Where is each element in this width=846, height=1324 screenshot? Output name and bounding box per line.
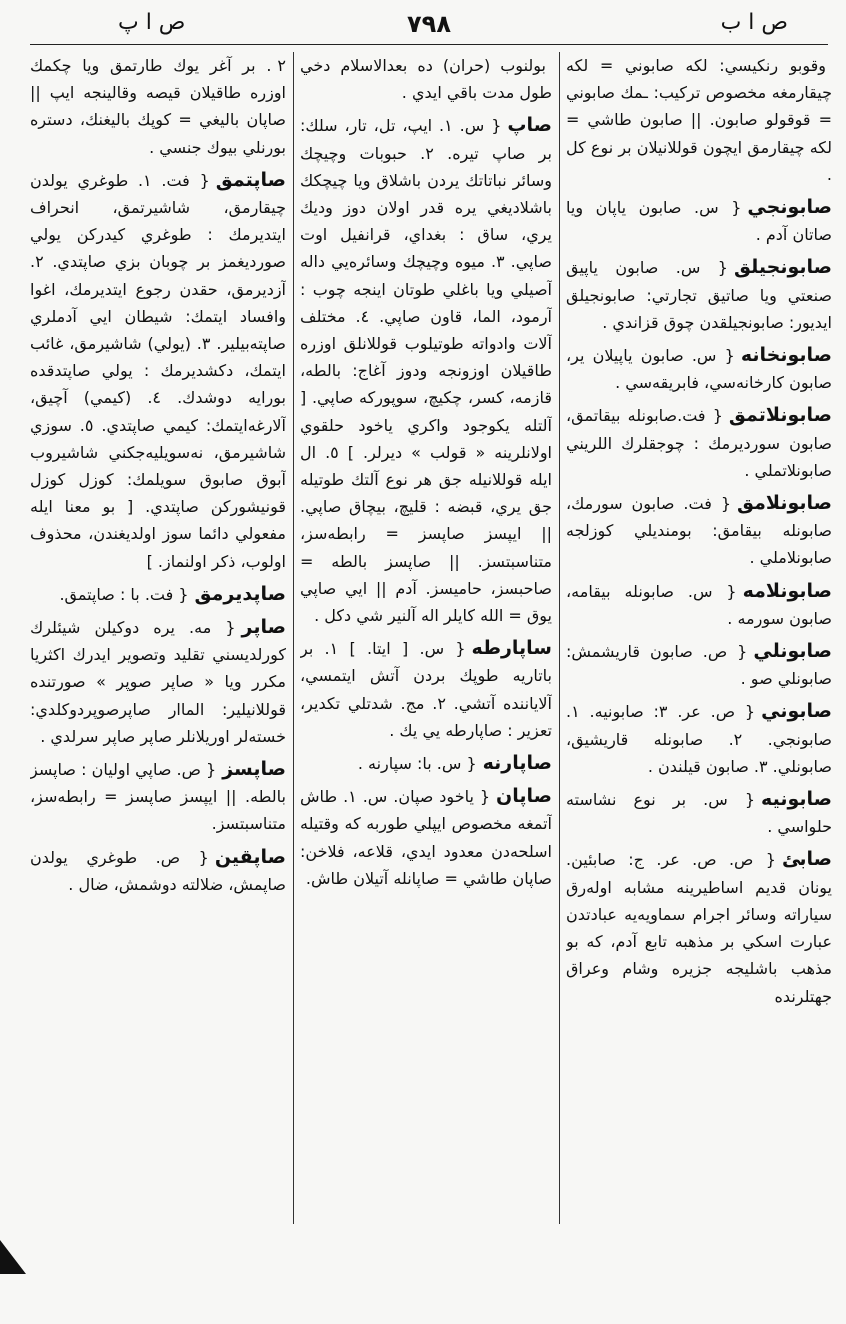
dictionary-entry	[566, 194, 832, 248]
entry-headword: صاپديرمق	[194, 582, 286, 605]
dictionary-entry	[566, 342, 832, 396]
entry-definition: { س. صابون ياپان ويا صاتان آدم .	[566, 198, 832, 245]
entry-definition: { فت. با : صاپتمق.	[59, 584, 189, 604]
dictionary-entry	[566, 786, 832, 840]
dictionary-entry	[300, 112, 552, 629]
entry-headword: صابونلاتمق	[728, 404, 832, 427]
header-left-guide: ص ا پ	[118, 10, 186, 35]
entry-definition: { ص. ص. عر. ج: صابئين. يونان قديم اساطيرينه مشابه اولەرق سياراته وسائر اجرام سماويه‌يه عبادتدن عبارت اسكي بر مذهبه تابع آدم، كه بو مذهب باشليجه جزيره وشام وعراق جهتلرنده	[566, 850, 832, 1006]
column-divider-right	[559, 52, 560, 1224]
entry-headword: صابونخانه	[740, 344, 832, 367]
dictionary-column-right	[566, 52, 832, 1224]
entry-definition: بولنوب (حران) ده بعدالاسلام دخي طول مدت باقي ايدي .	[300, 56, 552, 103]
dictionary-entry	[300, 52, 552, 106]
dictionary-entry	[30, 167, 286, 575]
dictionary-entry	[566, 254, 832, 336]
entry-definition: { ص. طوغري يولدن صاپمش، ضلالته دوشمش، ضال .	[30, 847, 286, 894]
page-header	[30, 6, 828, 45]
dictionary-column-middle	[300, 52, 552, 1224]
entry-definition: { ص. صابون قاريشمش: صابونلي صو .	[566, 642, 832, 689]
entry-headword: صابونلي	[753, 640, 832, 663]
entry-headword: صابونلامه	[742, 579, 832, 602]
entry-definition: { س. صابون ياپيق صنعتي ويا صاتيق تجارتي: صابونجيلق ايديور: صابونجيلقدن چوق قزاندي .	[566, 258, 832, 332]
entry-definition: { س. ١. ايپ، تل، تار، سلك: بر صاپ تيره. ٢. حبوبات وچيچك وسائر نباتاتك يردن باشلاق ويا چيچكك باشلاديغي يره قدر اولان دوز وديك يري، ساق : بغداي، قرانفيل اوت صاپي. ٣. ميوه وچيچك وسائرەيي دالە آصيلي ويا باغلي طوتان اينجه چوب : آرمود، الما، قاون صاپي. ٤. مختلف آلات وادواته طوتيلوب قوللانلق اوزره طاقيلان اوزونجه ودوز آغاج: بالطه، قازمه، كسر، چكيچ، سوپوركه صاپي. [ آلتله يكوجود واكري ياخود حلقوي اولانلرينه « قولب » ديرلر. ] ٥. ال ايله قوللانيله جق هر نوع آلتك طوتيله جق يري، قبضه : قليچ، بيچاق صاپي. || ايپسز صاپسز = رابطه‌سز، متناسبتسز. || صاپسز بالطه = صاحبسز، حامیسز. آدم || ايي صاپي يوق = الله كايلر اله آلنير شي دكل .	[300, 116, 552, 626]
entry-headword: صاپر	[241, 616, 286, 639]
dictionary-entry	[566, 490, 832, 572]
entry-definition: { س. صابون ياپيلان ير، صابون كارخانه‌سي، فابريقه‌سي .	[566, 346, 832, 393]
entry-headword: صابوني	[761, 700, 832, 723]
entry-headword: صاپان	[496, 785, 552, 808]
dictionary-entry	[30, 614, 286, 750]
entry-headword: صاپتمق	[215, 168, 286, 191]
entry-headword: صابونيه	[761, 788, 832, 811]
entry-headword: ساپارطه	[471, 637, 552, 660]
page-corner-mark	[0, 1240, 26, 1274]
dictionary-entry	[30, 844, 286, 898]
dictionary-entry	[566, 846, 832, 1009]
column-divider-left	[293, 52, 294, 1224]
entry-definition: { س. بر نوع نشاسته حلواسي .	[566, 790, 832, 837]
header-right-guide: ص ا ب	[720, 10, 788, 35]
dictionary-entry	[566, 402, 832, 484]
page-number: ٧٩٨	[407, 10, 451, 38]
entry-headword: صاپسز	[222, 758, 286, 781]
dictionary-entry	[566, 578, 832, 632]
entry-headword: صابونجي	[747, 196, 832, 219]
entry-definition: { مه. يره دوكيلن شيئلرك كورلديسني تقليد وتصوير ايدرك اكثريا مكرر ويا « صاپر صوپر » صورتنده قوللانيلير: الماار صاپرصوپردوكلدي: خستەلر اوريلانلر صاپر صاپر سرلدي .	[30, 618, 286, 746]
entry-headword: صاپارنه	[482, 752, 552, 775]
dictionary-entry	[30, 581, 286, 608]
entry-definition: { س. صابونله بيقامه، صابون سورمه .	[566, 581, 832, 628]
entry-definition: وقوبو رنكيسي: لكه صابوني = لكه چيقارمغه مخصوص تركيب: ـمك صابوني = قوقولو صابون. || صابون طاشي = لكه چيقارمق ايچون قوللانيلان بر نوع كل .	[566, 56, 832, 184]
entry-headword: صابونجيلق	[733, 256, 832, 279]
entry-definition: { س. با: سپارنه .	[357, 754, 477, 774]
entry-headword: صابئ	[781, 848, 832, 871]
entry-definition: { ص. عر. ٣: صابونيه. ١. صابونجي. ٢. صابونله قاريشيق، صابونلي. ٣. صابون قيلندن .	[566, 702, 832, 776]
dictionary-column-left	[30, 52, 286, 1224]
dictionary-entry	[300, 635, 552, 744]
dictionary-entry	[300, 750, 552, 777]
dictionary-entry	[30, 52, 286, 161]
entry-headword: صاپقين	[214, 845, 286, 868]
entry-headword: صاپ	[507, 114, 552, 137]
entry-definition: { فت.صابونله بيقاتمق، صابون سورديرمك : چوجقلرك اللريني صابونلاتملي .	[566, 406, 832, 480]
entry-headword: صابونلامق	[737, 492, 832, 515]
entry-definition: { فت. صابون سورمك، صابونله بيقامق: بومنديلي كوزلجه صابونلاملي .	[566, 494, 832, 568]
entry-definition: { فت. ١. طوغري يولدن چيقارمق، شاشيرتمق، انحراف ايتديرمك : طوغري كيدركن يولي صورديغمز بر چوبان بزي صاپتدي. ٢. آزديرمق، حقدن رجوع ايتديرمك، اغوا وافساد ايتمك: شيطان ايي آدملري صاپتەبيلير. ٣. (يولي) شاشيرمق، غائب ايتمك، دكشديرمك : يولي صاپتدقده بورايه دوشدك. ٤. (كيمي) آچيق، آلارغه‌ايتمك: كيمي صاپتدي. ٥. سوزي شاشيرمق، نه‌سويليه‌جكني شاشيروب آبوق صابوق سويلمك: كوزل كوزل قونيشورکن صاپتدي. [ بو معنا ايله مفعولي دائما سوز اولديغندن، محذوف اولوب، ذكر اولنماز. ]	[30, 170, 286, 571]
entry-definition: { س. [ ايتا. ] ١. بر باتاريه طوپك بردن آتش ايتمسي، آلاياننده آتشي. ٢. مج. شدتلي تكدير، تعزير : صاپارطه يي يك .	[300, 639, 552, 740]
dictionary-entry	[30, 756, 286, 838]
dictionary-entry	[566, 638, 832, 692]
entry-definition: { ص. صاپي اوليان : صاپسز بالطه. || ايپسز صاپسز = رابطه‌سز، متناسبتسز.	[30, 760, 286, 834]
entry-definition: { ياخود صپان. س. ١. طاش آتمغه مخصوص ايپلي طوربه كه وقتيله اسلحه‌دن معدود ايدي، قلاعه، فلاخن: صاپان طاشي = صاپانله آتيلان طاش.	[300, 787, 552, 888]
dictionary-entry	[566, 52, 832, 188]
dictionary-entry	[300, 783, 552, 892]
dictionary-entry	[566, 698, 832, 780]
entry-definition: ٢. بر آغر يوك طارتمق ويا چكمك اوزره طاقيلان قيصه وقالينجه ايپ || صاپان باليغي = كوپك باليغنك، دستره بورنلي بيوك جنسي .	[30, 56, 286, 157]
